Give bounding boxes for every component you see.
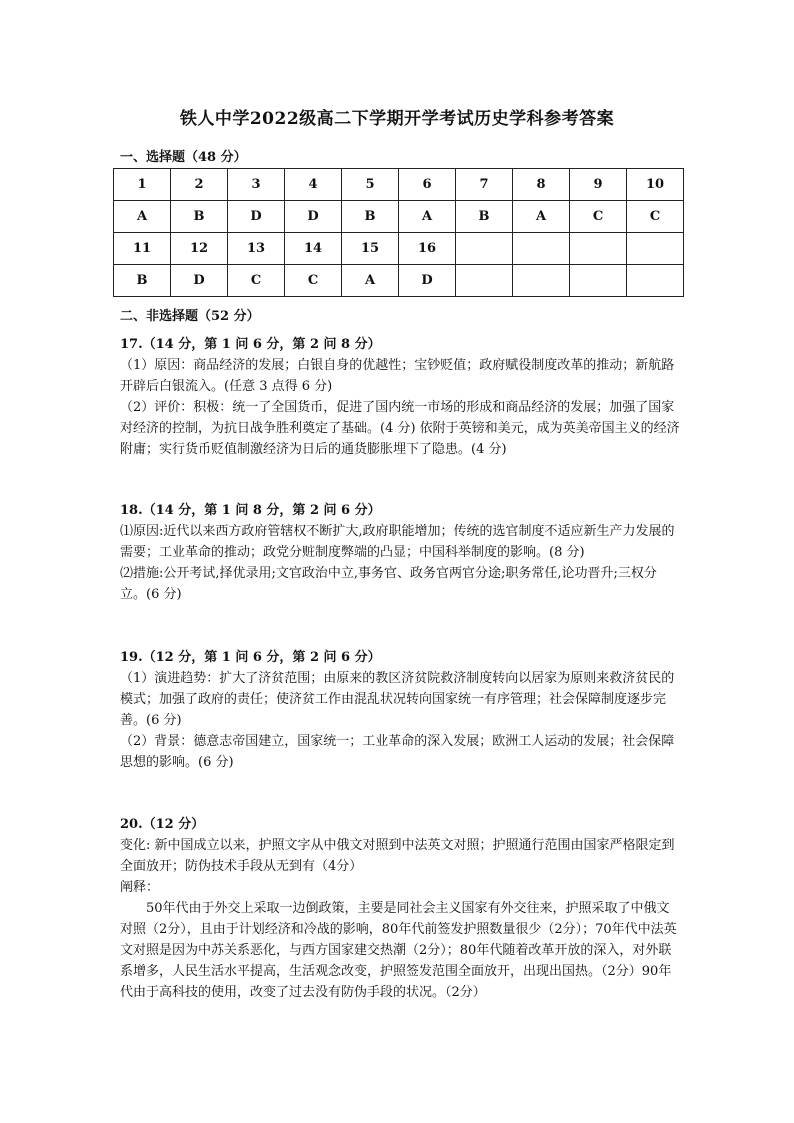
table-cell: B (171, 201, 228, 233)
table-cell: A (342, 265, 399, 297)
table-row (114, 265, 684, 297)
table-cell (456, 265, 513, 297)
table-cell: B (114, 265, 171, 297)
table-cell: A (399, 201, 456, 233)
question-19 (120, 647, 680, 773)
table-cell: 16 (399, 233, 456, 265)
question-18-part-2: ⑵措施:公开考试,择优录用;文官政治中立,事务官、政务官两官分途;职务常任,论功晋升;三权分立。(6 分) (120, 566, 657, 602)
table-cell (627, 233, 684, 265)
table-cell: C (627, 201, 684, 233)
table-cell: 2 (171, 169, 228, 201)
table-cell (513, 233, 570, 265)
question-18-heading: 18.（14 分，第 1 问 8 分，第 2 问 6 分） (120, 503, 381, 518)
question-20 (120, 814, 680, 1003)
table-cell: A (114, 201, 171, 233)
table-cell: 12 (171, 233, 228, 265)
question-18 (120, 500, 680, 605)
question-19-heading: 19.（12 分，第 1 问 6 分，第 2 问 6 分） (120, 650, 381, 665)
table-cell (570, 265, 627, 297)
table-cell: C (285, 265, 342, 297)
table-cell: C (570, 201, 627, 233)
question-18-part-1: ⑴原因:近代以来西方政府管辖权不断扩大,政府职能增加；传统的选官制度不适应新生产力发展的需要；工业革命的推动；政党分赃制度弊端的凸显；中国科举制度的影响。(8 分) (120, 524, 675, 560)
question-19-part-1: （1）演进趋势：扩大了济贫范围；由原来的教区济贫院救济制度转向以居家为原则来救济贫民的模式；加强了政府的责任；使济贫工作由混乱状况转向国家统一有序管理；社会保障制度逐步完善。(6 分) (120, 671, 675, 728)
table-cell (513, 265, 570, 297)
question-20-change: 变化: 新中国成立以来，护照文字从中俄文对照到中法英文对照；护照通行范围由国家严格限定到全面放开；防伪技术手段从无到有（4分） (120, 838, 675, 874)
question-17 (120, 334, 680, 460)
page-title: 铁人中学2022级高二下学期开学考试历史学科参考答案 (179, 109, 615, 129)
table-cell: 9 (570, 169, 627, 201)
table-cell: B (342, 201, 399, 233)
table-cell: 10 (627, 169, 684, 201)
section-essay-heading: 二、非选择题（52 分） (120, 309, 260, 324)
table-cell (456, 233, 513, 265)
answer-table (113, 168, 684, 297)
table-cell: 4 (285, 169, 342, 201)
table-cell: 7 (456, 169, 513, 201)
question-20-explain: 50年代由于外交上采取一边倒政策，主要是同社会主义国家有外交往来，护照采取了中俄文对照（2分），且由于计划经济和冷战的影响，80年代前签发护照数量很少（2分）；70年代中法英文对照是因为中苏关系恶化，与西方国家建交热潮（2分）；80年代随着改革开放的深入，对外联系增多，人民生活水平提高，生活观念改变，护照签发范围全面放开，出现出国热。（2分）90年代由于高科技的使用，改变了过去没有防伪手段的状况。（2分） (120, 901, 677, 1000)
table-cell: 15 (342, 233, 399, 265)
table-cell (570, 233, 627, 265)
question-17-part-2: （2）评价：积极：统一了全国货币，促进了国内统一市场的形成和商品经济的发展；加强了国家对经济的控制，为抗日战争胜利奠定了基础。(4 分) 依附于英镑和美元，成为英美帝国主义的经济附庸；实行货币贬值制激经济为日后的通货膨胀埋下了隐患。(4 分) (120, 400, 680, 457)
question-17-heading: 17.（14 分，第 1 问 6 分，第 2 问 8 分） (120, 337, 381, 352)
section-choice-heading: 一、选择题（48 分） (120, 150, 247, 165)
table-row (114, 201, 684, 233)
table-cell: C (228, 265, 285, 297)
table-cell: D (285, 201, 342, 233)
table-cell: D (399, 265, 456, 297)
table-cell: D (228, 201, 285, 233)
table-cell: 3 (228, 169, 285, 201)
table-cell: 14 (285, 233, 342, 265)
table-row (114, 169, 684, 201)
question-20-explain-label: 阐释： (120, 880, 160, 895)
table-cell: 6 (399, 169, 456, 201)
question-17-part-1: （1）原因：商品经济的发展；白银自身的优越性；宝钞贬值；政府赋役制度改革的推动；新航路开辟后白银流入。(任意 3 点得 6 分) (120, 358, 675, 394)
table-cell: B (456, 201, 513, 233)
table-row (114, 233, 684, 265)
table-cell: 11 (114, 233, 171, 265)
table-cell: D (171, 265, 228, 297)
question-19-part-2: （2）背景：德意志帝国建立，国家统一；工业革命的深入发展；欧洲工人运动的发展；社会保障思想的影响。(6 分) (120, 734, 675, 770)
table-cell (627, 265, 684, 297)
table-cell: A (513, 201, 570, 233)
table-cell: 1 (114, 169, 171, 201)
table-cell: 13 (228, 233, 285, 265)
question-20-heading: 20.（12 分） (120, 817, 205, 832)
table-cell: 8 (513, 169, 570, 201)
table-cell: 5 (342, 169, 399, 201)
